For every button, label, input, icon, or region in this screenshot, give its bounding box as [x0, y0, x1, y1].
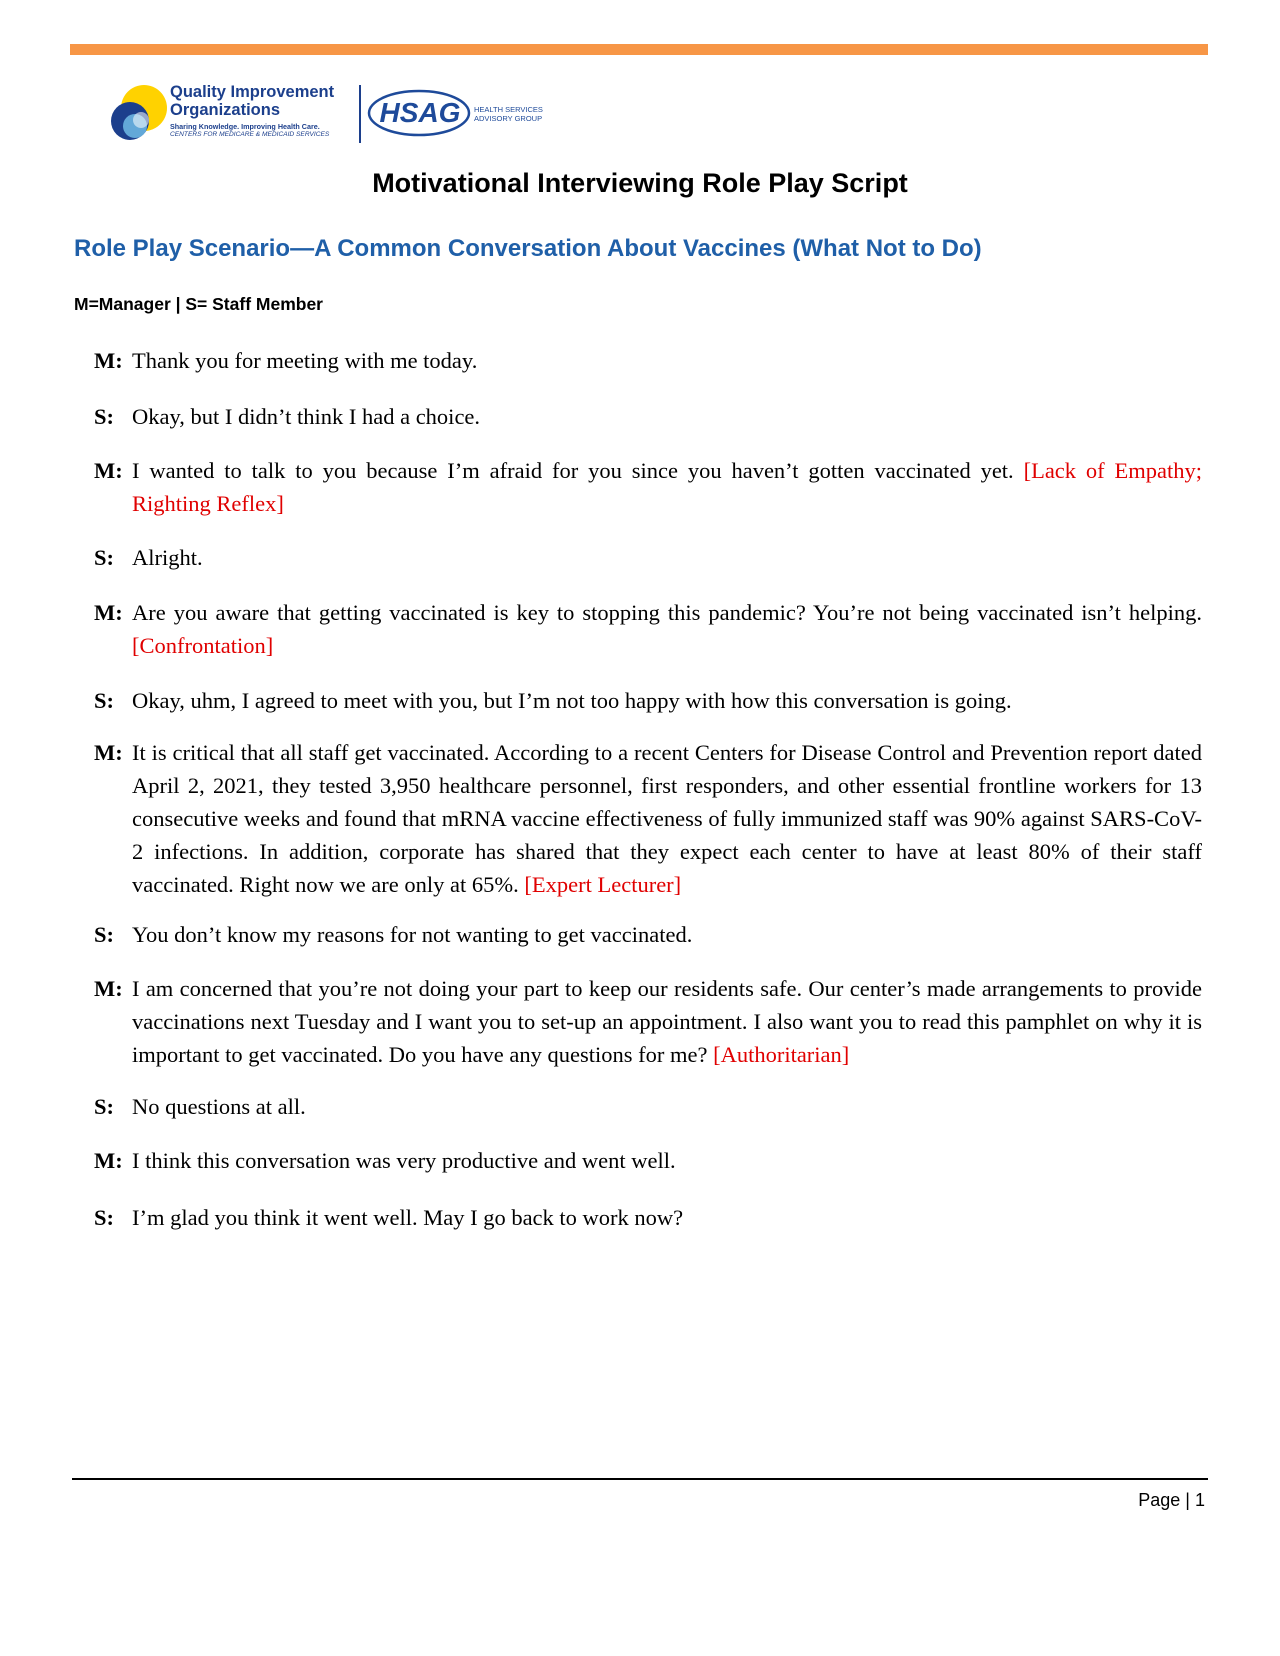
speaker-label: M: — [94, 976, 123, 1001]
hsag-mark-text: HSAG — [379, 97, 461, 128]
speaker-label: S: — [94, 688, 115, 713]
speaker-label: S: — [94, 922, 115, 947]
dialogue-line — [94, 1090, 1202, 1123]
dialogue-line — [94, 972, 1202, 1071]
dialogue-text: Alright. — [132, 545, 203, 570]
dialogue-line — [94, 344, 1202, 377]
dialogue-line — [94, 1201, 1202, 1234]
annotation-tag: [Lack of Empathy; Righting Reflex] — [132, 458, 1203, 516]
speaker-label: M: — [94, 1148, 123, 1173]
footer-rule — [72, 1478, 1208, 1480]
qio-logo-text — [170, 83, 360, 138]
speaker-label: S: — [94, 1205, 115, 1230]
dialogue-line — [94, 1144, 1202, 1177]
hsag-name-line2: ADVISORY GROUP — [474, 114, 543, 123]
dialogue-text: You don’t know my reasons for not wanting to get vaccinated. — [132, 922, 693, 947]
dialogue-text: It is critical that all staff get vaccinated. According to a recent Centers for Disease Control and Prevention report dated April 2, 2021, they tested 3,950 healthcare personnel, first responders, and other essential frontline workers for 13 consecutive weeks and found that mRNA vaccine effectiveness of fully immunized staff was 90% against SARS-CoV-2 infections. In addition, corporate has shared that they expect each center to have at least 80% of their staff vaccinated. Right now we are only at 65%. — [132, 740, 1202, 897]
dialogue-line — [94, 684, 1202, 717]
document-title: Motivational Interviewing Role Play Script — [372, 168, 908, 198]
speaker-label: M: — [94, 348, 123, 373]
dialogue-line — [94, 400, 1202, 433]
qio-cms-subtitle: CENTERS FOR MEDICARE & MEDICAID SERVICES — [170, 131, 330, 138]
dialogue-text: Okay, uhm, I agreed to meet with you, but I’m not too happy with how this conversation is going. — [132, 688, 1012, 713]
qio-tagline: Sharing Knowledge. Improving Health Care. — [170, 122, 320, 131]
dialogue-text: I’m glad you think it went well. May I go back to work now? — [132, 1205, 684, 1230]
top-accent-bar — [70, 44, 1208, 55]
annotation-tag: [Expert Lecturer] — [524, 872, 682, 897]
dialogue-text: Thank you for meeting with me today. — [132, 348, 478, 373]
speaker-label: S: — [94, 404, 115, 429]
qio-name: Quality Improvement Organizations — [170, 83, 335, 119]
logo-divider — [359, 85, 361, 143]
speaker-label: S: — [94, 1094, 115, 1119]
page-number: Page | 1 — [1138, 1490, 1205, 1510]
annotation-tag: [Authoritarian] — [713, 1042, 850, 1067]
dialogue-line — [94, 918, 1202, 951]
scenario-heading: Role Play Scenario—A Common Conversation About Vaccines (What Not to Do) — [74, 235, 982, 262]
dialogue-line — [94, 596, 1202, 662]
header-logos — [108, 83, 548, 147]
hsag-logo-icon — [366, 85, 476, 141]
dialogue-line — [94, 541, 1202, 574]
speaker-label: M: — [94, 740, 123, 765]
speaker-label: S: — [94, 545, 115, 570]
hsag-name-line1: HEALTH SERVICES — [474, 105, 543, 114]
dialogue-text: No questions at all. — [132, 1094, 306, 1119]
hsag-org-name — [474, 105, 554, 123]
dialogue-text: I am concerned that you’re not doing your part to keep our residents safe. Our center’s made arrangements to provide vaccinations next Tuesday and I want you to set-up an appointment. I also want you to read this pamphlet on why it is important to get vaccinated. Do you have any questions for me? — [132, 976, 1202, 1067]
dialogue-text: I think this conversation was very productive and went well. — [132, 1148, 676, 1173]
qio-logo-icon — [108, 83, 168, 147]
speaker-label: M: — [94, 600, 123, 625]
speaker-legend: M=Manager | S= Staff Member — [74, 294, 323, 314]
annotation-tag: [Confrontation] — [132, 633, 274, 658]
dialogue-text: Are you aware that getting vaccinated is key to stopping this pandemic? You’re not being vaccinated isn’t helping. — [132, 600, 1202, 625]
dialogue-text: Okay, but I didn’t think I had a choice. — [132, 404, 481, 429]
dialogue-text: I wanted to talk to you because I’m afraid for you since you haven’t gotten vaccinated yet. — [132, 458, 1014, 483]
dialogue-line — [94, 736, 1202, 901]
dialogue-line — [94, 454, 1202, 520]
speaker-label: M: — [94, 458, 123, 483]
